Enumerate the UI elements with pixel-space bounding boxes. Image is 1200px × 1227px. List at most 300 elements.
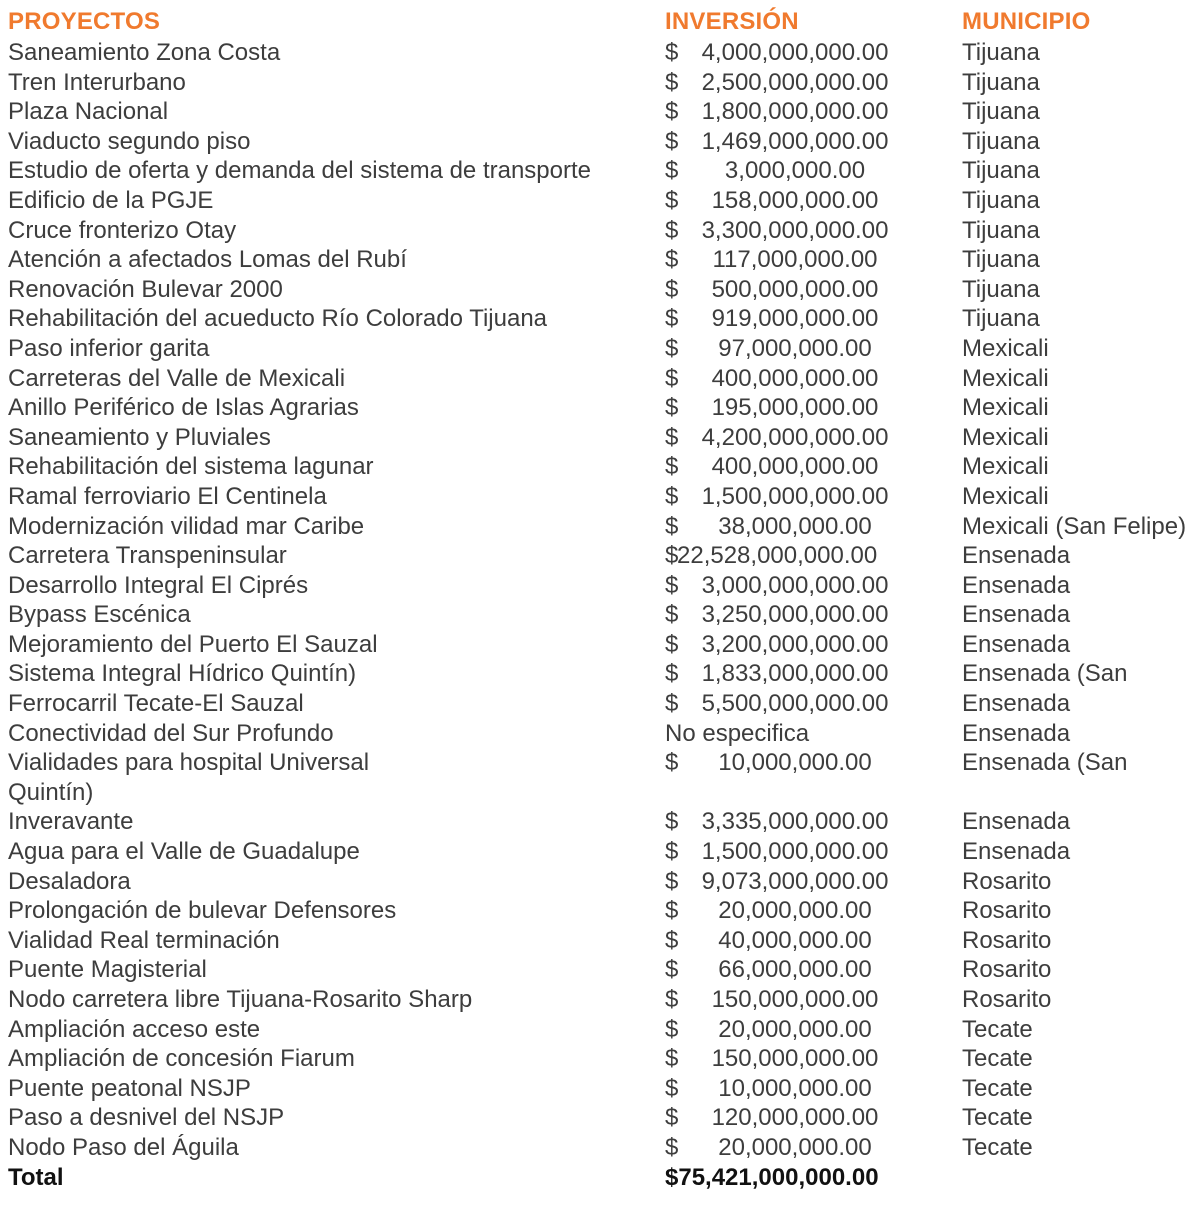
investment-cell (665, 1133, 962, 1163)
investment-cell (665, 275, 962, 305)
project-name-cell (8, 275, 665, 305)
table-row (8, 452, 1194, 482)
investment-amount: 66,000,000.00 (718, 956, 872, 984)
table-row (8, 334, 1194, 364)
investment-cell (665, 926, 962, 956)
project-name: Ferrocarril Tecate-El Sauzal (8, 690, 304, 718)
municipio-cell (962, 719, 1194, 749)
municipio-name: Ensenada (962, 808, 1071, 836)
municipio-cell (962, 867, 1194, 897)
municipio-cell (962, 896, 1194, 926)
municipio-cell (962, 156, 1194, 186)
currency-symbol: $ (665, 986, 679, 1013)
investment-amount: 120,000,000.00 (711, 1104, 879, 1132)
municipio-cell (962, 837, 1194, 867)
municipio-name: Rosarito (962, 867, 1052, 895)
table-row (8, 1044, 1194, 1074)
project-name: Carreteras del Valle de Mexicali (8, 364, 346, 392)
total-row (8, 1163, 1194, 1193)
project-name-cell (8, 689, 665, 719)
investment-amount: 500,000,000.00 (711, 275, 879, 303)
currency-symbol: $ (665, 98, 679, 126)
project-name-cell (8, 807, 665, 837)
currency-symbol: $ (665, 867, 679, 895)
project-name: Edificio de la PGJE (8, 186, 214, 214)
header-proyectos: PROYECTOS (8, 8, 161, 35)
table-row (8, 926, 1194, 956)
municipio-name: Mexicali (San Felipe) (962, 512, 1187, 540)
table-row (8, 156, 1194, 186)
currency-symbol: $ (665, 1045, 679, 1073)
municipio-cell (962, 926, 1194, 956)
currency-symbol: $ (665, 512, 679, 540)
investment-amount: 3,000,000,000.00 (701, 571, 889, 599)
project-name-cell (8, 571, 665, 601)
project-name: Puente peatonal NSJP (8, 1074, 251, 1102)
investment-cell (665, 452, 962, 482)
table-row (8, 719, 1194, 749)
project-name: Agua para el Valle de Guadalupe (8, 838, 360, 866)
project-name-cell (8, 1044, 665, 1074)
project-name-cell (8, 926, 665, 956)
project-name: Nodo Paso del Águila (8, 1133, 239, 1161)
investment-cell (665, 748, 962, 778)
table-row (8, 748, 1194, 807)
table-row (8, 275, 1194, 305)
investment-amount: 97,000,000.00 (718, 334, 872, 362)
total-amount-cell (665, 1163, 962, 1193)
currency-symbol: $ (665, 394, 679, 422)
currency-symbol: $ (665, 601, 679, 629)
project-name: Paso inferior garita (8, 334, 210, 362)
project-name: Sistema Integral Hídrico Quintín) (8, 660, 357, 688)
investment-cell (665, 837, 962, 867)
currency-symbol: $ (665, 305, 679, 333)
investment-amount: 1,500,000,000.00 (701, 482, 889, 510)
investment-cell (665, 867, 962, 897)
project-name-cell (8, 1074, 665, 1104)
table-row (8, 245, 1194, 275)
municipio-name: Ensenada (San (962, 660, 1128, 688)
municipio-cell (962, 955, 1194, 985)
municipio-name: Ensenada (962, 571, 1071, 599)
table-row (8, 216, 1194, 246)
investment-amount: 20,000,000.00 (718, 1015, 872, 1043)
table-row (8, 630, 1194, 660)
municipio-cell (962, 186, 1194, 216)
municipio-cell (962, 630, 1194, 660)
municipio-name: Tecate (962, 1133, 1033, 1161)
currency-symbol: $ (665, 68, 679, 96)
project-name-cell (8, 38, 665, 68)
investment-cell (665, 630, 962, 660)
investment-cell (665, 1074, 962, 1104)
currency-symbol: $ (665, 127, 679, 155)
table-body (8, 38, 1194, 1163)
currency-symbol: $ (665, 186, 679, 214)
currency-symbol: $ (665, 482, 679, 510)
investment-cell (665, 245, 962, 275)
investment-cell (665, 68, 962, 98)
investment-amount: 38,000,000.00 (718, 512, 872, 540)
currency-symbol: $ (665, 808, 679, 836)
table-row (8, 482, 1194, 512)
table-row (8, 423, 1194, 453)
project-name-cell (8, 1103, 665, 1133)
investment-cell (665, 186, 962, 216)
investment-cell (665, 896, 962, 926)
investment-amount: 3,250,000,000.00 (701, 601, 889, 629)
municipio-cell (962, 541, 1194, 571)
project-name: Saneamiento y Pluviales (8, 423, 271, 451)
currency-symbol: $ (665, 246, 679, 274)
municipio-cell (962, 689, 1194, 719)
municipio-cell (962, 659, 1194, 689)
table-row (8, 896, 1194, 926)
currency-symbol: $ (665, 39, 679, 66)
investment-amount: 10,000,000.00 (718, 1074, 872, 1102)
investment-cell (665, 216, 962, 246)
municipio-cell (962, 1103, 1194, 1133)
investment-amount: 400,000,000.00 (711, 364, 879, 392)
municipio-name: Tijuana (962, 157, 1040, 185)
project-name-cell (8, 423, 665, 453)
project-name: Prolongación de bulevar Defensores (8, 897, 397, 925)
project-name-cell (8, 541, 665, 571)
project-name-cell (8, 245, 665, 275)
investment-amount: 4,200,000,000.00 (701, 423, 889, 451)
table-row (8, 955, 1194, 985)
municipio-cell (962, 1015, 1194, 1045)
project-name: Nodo carretera libre Tijuana-Rosarito Sharp (8, 986, 473, 1013)
project-name-cell (8, 1133, 665, 1163)
project-name-cell (8, 748, 665, 807)
municipio-cell (962, 216, 1194, 246)
project-name: Puente Magisterial (8, 956, 207, 984)
project-name-cell (8, 659, 665, 689)
municipio-name: Mexicali (962, 364, 1049, 392)
municipio-name: Mexicali (962, 423, 1049, 451)
table-row (8, 571, 1194, 601)
investment-cell (665, 541, 962, 571)
project-name: Paso a desnivel del NSJP (8, 1104, 285, 1132)
investment-cell (665, 659, 962, 689)
municipio-name: Mexicali (962, 453, 1049, 481)
table-row (8, 1133, 1194, 1163)
total-label: Total (8, 1163, 64, 1191)
municipio-cell (962, 1074, 1194, 1104)
table-row (8, 659, 1194, 689)
project-name-cell (8, 482, 665, 512)
currency-symbol: $ (665, 216, 679, 244)
municipio-name: Tijuana (962, 246, 1040, 274)
municipio-name: Tijuana (962, 127, 1040, 155)
municipio-name: Mexicali (962, 394, 1049, 422)
investment-cell (665, 97, 962, 127)
municipio-cell (962, 127, 1194, 157)
project-name-cell (8, 630, 665, 660)
municipio-cell (962, 1133, 1194, 1163)
currency-symbol: $ (665, 1074, 679, 1102)
table-row (8, 38, 1194, 68)
investment-amount: 3,335,000,000.00 (701, 808, 889, 836)
project-name: Conectividad del Sur Profundo (8, 719, 334, 747)
project-name: Carretera Transpeninsular (8, 542, 287, 570)
currency-symbol: $ (665, 690, 679, 718)
investment-amount: 400,000,000.00 (711, 453, 879, 481)
project-name-cell (8, 156, 665, 186)
currency-symbol: $ (665, 542, 679, 570)
table-row (8, 807, 1194, 837)
table-row (8, 985, 1194, 1015)
project-name-cell (8, 186, 665, 216)
project-name-cell (8, 837, 665, 867)
municipio-name: Ensenada (San (962, 749, 1128, 777)
table-row (8, 867, 1194, 897)
investment-amount: 10,000,000.00 (718, 749, 872, 777)
project-name: Saneamiento Zona Costa (8, 39, 281, 66)
municipio-name: Ensenada (962, 542, 1071, 570)
project-name: Viaducto segundo piso (8, 127, 251, 155)
project-name-cell (8, 955, 665, 985)
currency-symbol: $ (665, 275, 679, 303)
investment-cell (665, 600, 962, 630)
municipio-cell (962, 748, 1194, 778)
project-name: Ampliación de concesión Fiarum (8, 1045, 355, 1073)
municipio-name: Rosarito (962, 986, 1052, 1013)
project-name-cell (8, 216, 665, 246)
table-row (8, 541, 1194, 571)
investment-cell (665, 719, 962, 749)
investment-cell (665, 1015, 962, 1045)
investment-amount: 5,500,000,000.00 (701, 690, 889, 718)
investment-cell (665, 955, 962, 985)
project-name-cell (8, 512, 665, 542)
investment-amount: No especifica (665, 719, 810, 747)
municipio-cell (962, 807, 1194, 837)
investment-amount: 195,000,000.00 (711, 394, 879, 422)
project-name-cell (8, 304, 665, 334)
municipio-cell (962, 423, 1194, 453)
municipio-cell (962, 68, 1194, 98)
investment-amount: 4,000,000,000.00 (701, 39, 889, 66)
table-row (8, 186, 1194, 216)
investment-amount: 40,000,000.00 (718, 926, 872, 954)
project-name: Vialidad Real terminación (8, 926, 280, 954)
project-name: Desaladora (8, 867, 131, 895)
project-name: Atención a afectados Lomas del Rubí (8, 246, 407, 274)
currency-symbol: $ (665, 956, 679, 984)
municipio-cell (962, 1044, 1194, 1074)
project-name: Rehabilitación del acueducto Río Colorado Tijuana (8, 305, 548, 333)
investment-cell (665, 807, 962, 837)
table-header (8, 6, 1194, 38)
project-name-cell (8, 896, 665, 926)
municipio-name: Ensenada (962, 630, 1071, 658)
currency-symbol: $ (665, 838, 679, 866)
municipio-name: Ensenada (962, 690, 1071, 718)
table-row (8, 97, 1194, 127)
municipio-name: Ensenada (962, 719, 1071, 747)
currency-symbol: $ (665, 1015, 679, 1043)
currency-symbol: $ (665, 1133, 679, 1161)
municipio-name: Rosarito (962, 897, 1052, 925)
investment-amount: 150,000,000.00 (711, 1045, 879, 1073)
investment-amount: 1,800,000,000.00 (701, 98, 889, 126)
investment-cell (665, 482, 962, 512)
municipio-cell (962, 393, 1194, 423)
project-name: Rehabilitación del sistema lagunar (8, 453, 374, 481)
investment-amount: 3,200,000,000.00 (701, 630, 889, 658)
municipio-cell (962, 334, 1194, 364)
investment-amount: 158,000,000.00 (711, 186, 879, 214)
currency-symbol: $ (665, 926, 679, 954)
municipio-name: Tijuana (962, 216, 1040, 244)
investment-cell (665, 156, 962, 186)
table-row (8, 600, 1194, 630)
currency-symbol: $ (665, 423, 679, 451)
municipio-name: Tecate (962, 1074, 1033, 1102)
municipio-name: Ensenada (962, 838, 1071, 866)
municipio-cell (962, 364, 1194, 394)
project-name: Inveravante (8, 808, 134, 836)
project-name-cell (8, 68, 665, 98)
table-row (8, 1103, 1194, 1133)
municipio-name: Rosarito (962, 926, 1052, 954)
municipio-cell (962, 452, 1194, 482)
municipio-name: Rosarito (962, 956, 1052, 984)
investment-cell (665, 423, 962, 453)
currency-symbol: $ (665, 157, 679, 185)
investment-amount: 20,000,000.00 (718, 1133, 872, 1161)
municipio-cell (962, 245, 1194, 275)
investment-amount: 1,500,000,000.00 (701, 838, 889, 866)
project-name: Vialidades para hospital Universal Quintín) (8, 749, 370, 806)
investment-cell (665, 393, 962, 423)
table-row (8, 364, 1194, 394)
investment-cell (665, 127, 962, 157)
municipio-name: Tijuana (962, 68, 1040, 96)
project-name: Mejoramiento del Puerto El Sauzal (8, 630, 378, 658)
project-name: Modernización vilidad mar Caribe (8, 512, 365, 540)
project-name-cell (8, 127, 665, 157)
investment-cell (665, 1044, 962, 1074)
investment-amount: 117,000,000.00 (712, 246, 878, 274)
project-name: Plaza Nacional (8, 98, 169, 126)
project-name-cell (8, 719, 665, 749)
investment-amount: 3,300,000,000.00 (701, 216, 889, 244)
project-name-cell (8, 334, 665, 364)
municipio-cell (962, 275, 1194, 305)
municipio-name: Tecate (962, 1104, 1033, 1132)
currency-symbol: $ (665, 571, 679, 599)
investment-amount: 1,469,000,000.00 (701, 127, 889, 155)
currency-symbol: $ (665, 334, 679, 362)
investment-cell (665, 38, 962, 68)
investment-cell (665, 364, 962, 394)
project-name: Anillo Periférico de Islas Agrarias (8, 394, 359, 422)
investment-amount: 3,000,000.00 (724, 157, 866, 185)
project-name-cell (8, 600, 665, 630)
investment-cell (665, 571, 962, 601)
investment-amount: 9,073,000,000.00 (701, 867, 889, 895)
project-name: Estudio de oferta y demanda del sistema de transporte (8, 157, 592, 185)
municipio-name: Tijuana (962, 275, 1040, 303)
investment-amount: 1,833,000,000.00 (701, 660, 889, 688)
currency-symbol: $ (665, 749, 679, 777)
table-row (8, 127, 1194, 157)
total-amount: $75,421,000,000.00 (665, 1163, 879, 1191)
municipio-name: Mexicali (962, 482, 1049, 510)
investment-amount: 20,000,000.00 (718, 897, 872, 925)
project-name: Ampliación acceso este (8, 1015, 261, 1043)
table-row (8, 1015, 1194, 1045)
currency-symbol: $ (665, 630, 679, 658)
project-name-cell (8, 452, 665, 482)
project-name-cell (8, 985, 665, 1015)
currency-symbol: $ (665, 660, 679, 688)
investment-amount: 150,000,000.00 (711, 986, 879, 1013)
header-inversion: INVERSIÓN (665, 8, 799, 35)
projects-table (8, 6, 1194, 1192)
investment-amount: 919,000,000.00 (711, 305, 879, 333)
project-name: Desarrollo Integral El Ciprés (8, 571, 309, 599)
investment-cell (665, 334, 962, 364)
project-name: Bypass Escénica (8, 601, 191, 629)
investment-amount: 22,528,000,000.00 (677, 542, 878, 570)
investment-cell (665, 304, 962, 334)
municipio-cell (962, 985, 1194, 1015)
currency-symbol: $ (665, 897, 679, 925)
project-name: Renovación Bulevar 2000 (8, 275, 283, 303)
municipio-cell (962, 97, 1194, 127)
investment-cell (665, 1103, 962, 1133)
project-name-cell (8, 97, 665, 127)
municipio-cell (962, 571, 1194, 601)
investment-amount: 2,500,000,000.00 (701, 68, 889, 96)
project-name-cell (8, 393, 665, 423)
project-name-cell (8, 867, 665, 897)
investment-cell (665, 512, 962, 542)
municipio-name: Mexicali (962, 334, 1049, 362)
table-row (8, 837, 1194, 867)
municipio-cell (962, 512, 1194, 542)
project-name-cell (8, 364, 665, 394)
municipio-name: Ensenada (962, 601, 1071, 629)
table-row (8, 393, 1194, 423)
investment-cell (665, 985, 962, 1015)
project-name: Tren Interurbano (8, 68, 186, 96)
currency-symbol: $ (665, 1104, 679, 1132)
municipio-name: Tijuana (962, 186, 1040, 214)
table-row (8, 689, 1194, 719)
project-name: Cruce fronterizo Otay (8, 216, 237, 244)
municipio-name: Tijuana (962, 305, 1040, 333)
project-name-cell (8, 1015, 665, 1045)
table-row (8, 512, 1194, 542)
municipio-cell (962, 304, 1194, 334)
investment-cell (665, 689, 962, 719)
table-row (8, 304, 1194, 334)
currency-symbol: $ (665, 364, 679, 392)
currency-symbol: $ (665, 453, 679, 481)
table-row (8, 1074, 1194, 1104)
municipio-cell (962, 482, 1194, 512)
project-name: Ramal ferroviario El Centinela (8, 482, 327, 510)
table-row (8, 68, 1194, 98)
municipio-name: Tecate (962, 1015, 1033, 1043)
municipio-name: Tijuana (962, 39, 1040, 66)
